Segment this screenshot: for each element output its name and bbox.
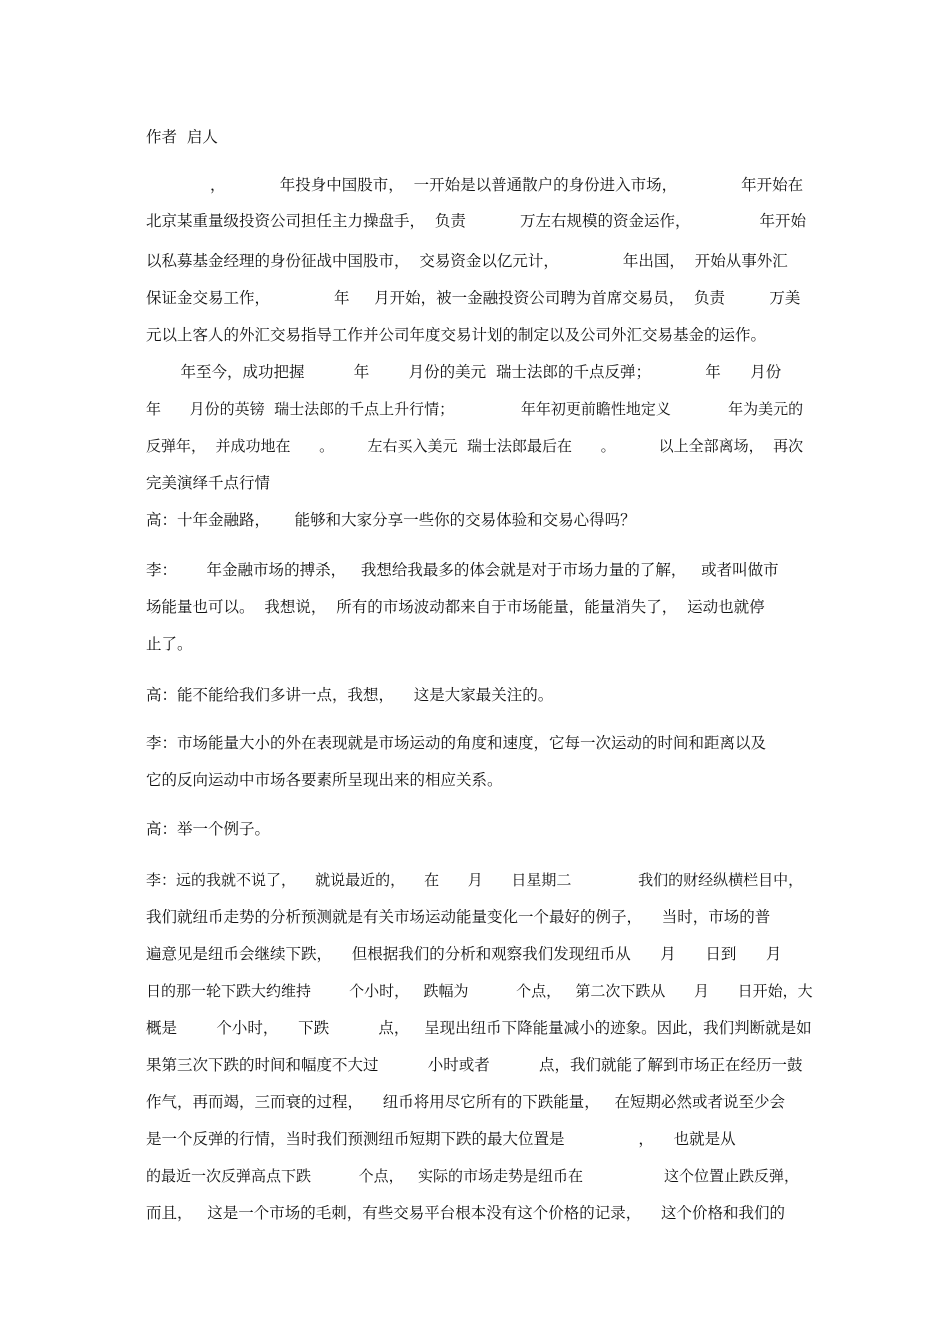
dialogue-line: 李：远的我就不说了， 就说最近的， 在 月 日星期二 我们的财经纵横栏目中， <box>146 871 804 889</box>
body-line: 保证金交易工作， 年 月开始，被一金融投资公司聘为首席交易员， 负责 万美 <box>146 289 801 307</box>
dialogue-line: 高：举一个例子。 <box>146 820 271 838</box>
body-line: 完美演绎千点行情 <box>146 474 271 492</box>
dialogue-line: 止了。 <box>146 635 193 653</box>
body-line: 北京某重量级投资公司担任主力操盘手， 负责 万左右规模的资金运作， 年开始 <box>146 212 807 230</box>
dialogue-line: 是一个反弹的行情，当时我们预测纽币短期下跌的最大位置是 ， 也就是从 <box>146 1130 736 1148</box>
dialogue-line: 高：能不能给我们多讲一点，我想， 这是大家最关注的。 <box>146 686 554 704</box>
dialogue-line: 遍意见是纽币会继续下跌， 但根据我们的分析和观察我们发现纽币从 月 日到 月 <box>146 945 782 963</box>
body-line: 以私募基金经理的身份征战中国股市， 交易资金以亿元计， 年出国， 开始从事外汇 <box>146 252 788 270</box>
dialogue-line: 的最近一次反弹高点下跌 个点， 实际的市场走势是纽币在 这个位置止跌反弹， <box>146 1167 800 1185</box>
dialogue-line: 它的反向运动中市场各要素所呈现出来的相应关系。 <box>146 771 503 789</box>
dialogue-line: 日的那一轮下跌大约维持 个小时， 跌幅为 个点， 第二次下跌从 月 日开始，大 <box>146 982 813 1000</box>
dialogue-line: 概是 个小时， 下跌 点， 呈现出纽币下降能量减小的迹象。因此，我们判断就是如 <box>146 1019 812 1037</box>
dialogue-line: 果第三次下跌的时间和幅度不大过 小时或者 点，我们就能了解到市场正在经历一鼓 <box>146 1056 803 1074</box>
body-line: 元以上客人的外汇交易指导工作并公司年度交易计划的制定以及公司外汇交易基金的运作。 <box>146 326 767 344</box>
body-line: ， 年投身中国股市， 一开始是以普通散户的身份进入市场， 年开始在 <box>146 176 804 194</box>
body-line: 年至今，成功把握 年 月份的美元 瑞士法郎的千点反弹； 年 月份 <box>146 363 782 381</box>
dialogue-line: 作气，再而竭，三而衰的过程， 纽币将用尽它所有的下跌能量， 在短期必然或者说至少会 <box>146 1093 785 1111</box>
dialogue-line: 李：市场能量大小的外在表现就是市场运动的角度和速度，它每一次运动的时间和距离以及 <box>146 734 767 752</box>
body-line: 反弹年， 并成功地在 。 左右买入美元 瑞士法郎最后在 。 以上全部离场， 再次 <box>146 437 804 455</box>
dialogue-line: 李： 年金融市场的搏杀， 我想给我最多的体会就是对于市场力量的了解， 或者叫做市 <box>146 561 779 579</box>
author-line: 作者 启人 <box>146 128 218 146</box>
dialogue-line: 场能量也可以。 我想说， 所有的市场波动都来自于市场能量，能量消失了， 运动也就停 <box>146 598 765 616</box>
dialogue-line: 高：十年金融路， 能够和大家分享一些你的交易体验和交易心得吗？ <box>146 511 636 529</box>
dialogue-line: 我们就纽币走势的分析预测就是有关市场运动能量变化一个最好的例子， 当时，市场的普 <box>146 908 771 926</box>
dialogue-line: 而且， 这是一个市场的毛刺，有些交易平台根本没有这个价格的记录， 这个价格和我们的 <box>146 1204 785 1222</box>
body-line: 年 月份的英镑 瑞士法郎的千点上升行情； 年年初更前瞻性地定义 年为美元的 <box>146 400 804 418</box>
